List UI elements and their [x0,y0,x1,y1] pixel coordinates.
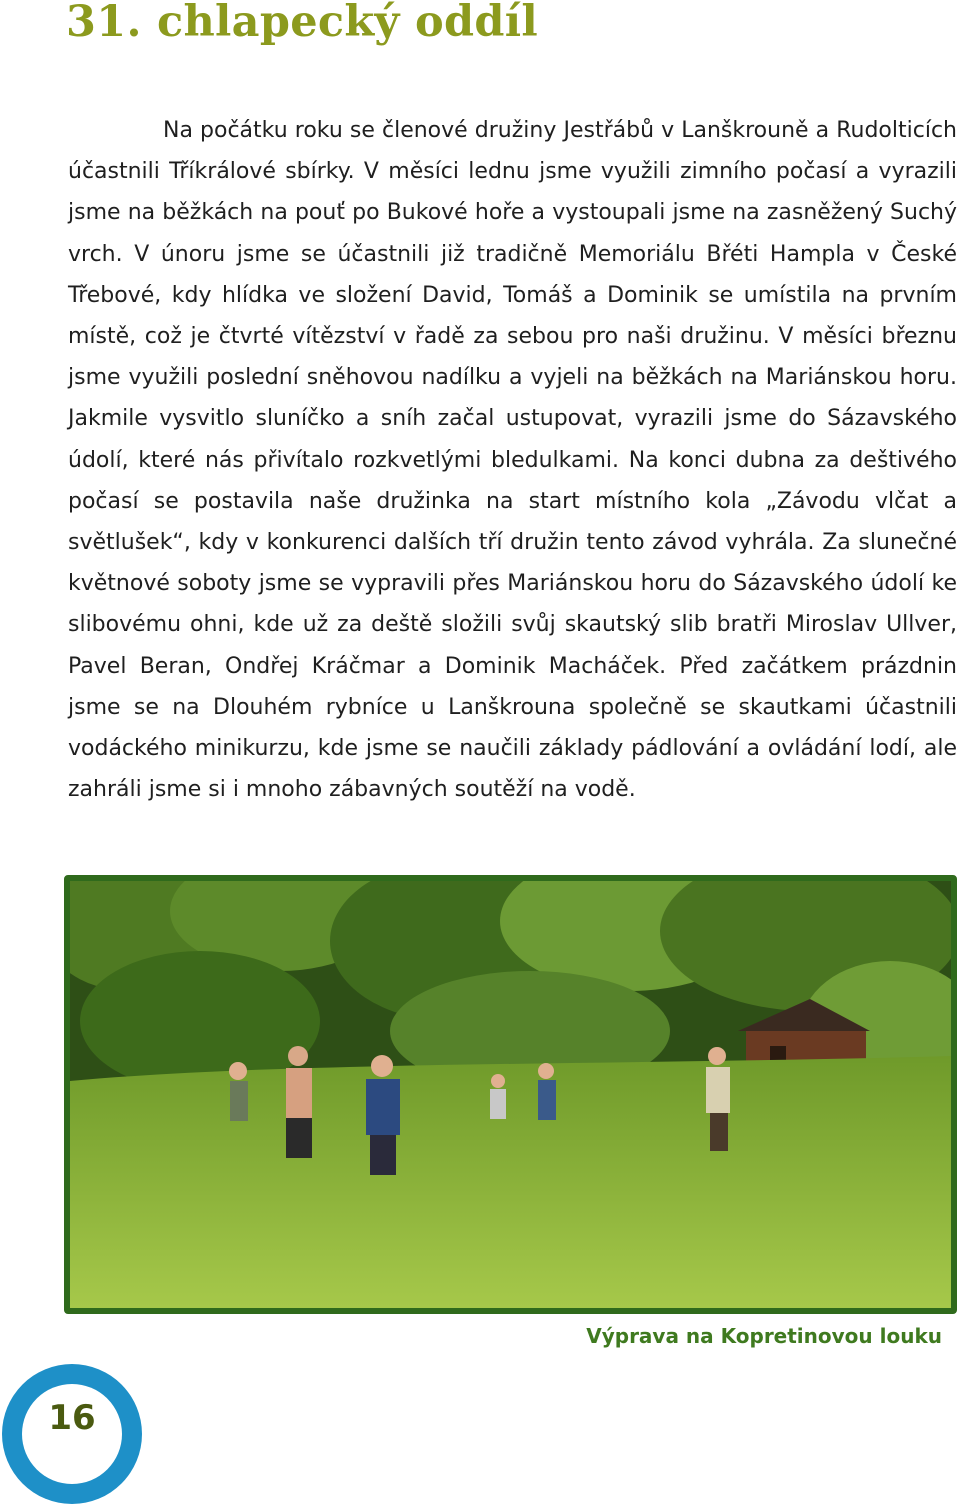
page-number-badge [2,1364,142,1504]
photo-caption: Výprava na Kopretinovou louku [586,1324,942,1348]
photo-illustration [70,881,951,1308]
page-title: 31. chlapecký oddíl [66,0,538,47]
page-number: 16 [48,1398,96,1438]
meadow-photo [64,875,957,1314]
body-paragraph: Na počátku roku se členové družiny Jestřábů v Lanškrouně a Rudolticích účastnili Tříkrálové sbírky. V měsíci lednu jsme využili zimního počasí a vyrazili jsme na běžkách na pouť po Bukové hoře a vystoupali jsme na zasněžený Suchý vrch. V únoru jsme se účastnili již tradičně Memoriálu Břéti Hampla v České Třebové, kdy hlídka ve složení David, Tomáš a Dominik se umístila na prvním místě, což je čtvrté vítězství v řadě za sebou pro naši družinu. V měsíci březnu jsme využili poslední sněhovou nadílku a vyjeli na běžkách na Mariánskou horu. Jakmile vysvitlo sluníčko a sníh začal ustupovat, vyrazili jsme do Sázavského údolí, které nás přivítalo rozkvetlými bledulkami. Na konci dubna za deštivého počasí se postavila naše družinka na start místního kola „Závodu vlčat a světlušek“, kdy v konkurenci dalších tří družin tento závod vyhrála. Za slunečné květnové soboty jsme se vypravili přes Mariánskou horu do Sázavského údolí ke slibovému ohni, kde už za deště složili svůj skautský slib bratři Miroslav Ullver, Pavel Beran, Ondřej Kráčmar a Dominik Macháček. Před začátkem prázdnin jsme se na Dlouhém rybníce u Lanškrouna společně se skautkami účastnili vodáckého minikurzu, kde jsme se naučili základy pádlování a ovládání lodí, ale zahráli jsme si i mnoho zábavných soutěží na vodě. [68,118,957,803]
meadow-grass [70,1056,951,1308]
